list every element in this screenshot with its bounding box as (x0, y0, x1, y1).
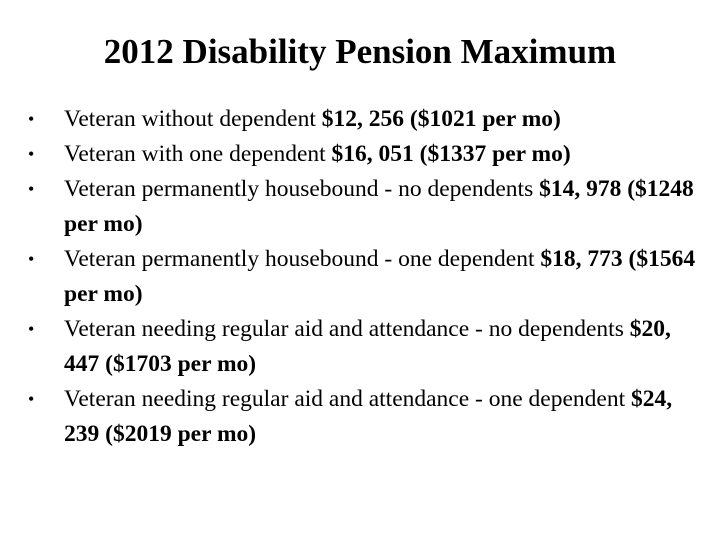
item-text: Veteran without dependent (64, 106, 322, 132)
bullet-icon: • (28, 319, 35, 339)
item-text: Veteran with one dependent (64, 141, 332, 167)
item-amount: $16, 051 ($1337 per mo) (331, 141, 571, 167)
item-text: Veteran needing regular aid and attendance - one dependent (64, 386, 631, 412)
list-item (28, 382, 698, 452)
item-text: Veteran permanently housebound - no dependents (64, 176, 540, 202)
item-text: Veteran needing regular aid and attendance - no dependents (64, 316, 630, 342)
item-amount: $24, 239 ($2019 per mo) (64, 386, 673, 447)
bullet-icon: • (28, 389, 35, 409)
bullet-icon: • (28, 249, 35, 269)
slide-title: 2012 Disability Pension Maximum (103, 32, 617, 71)
bullet-list (28, 102, 698, 452)
item-amount: $20, 447 ($1703 per mo) (64, 316, 671, 377)
list-item (28, 137, 698, 172)
list-item (28, 312, 698, 382)
bullet-icon: • (28, 179, 35, 199)
bullet-icon: • (28, 109, 35, 129)
bullet-icon: • (28, 144, 35, 164)
item-amount: $18, 773 ($1564 per mo) (64, 246, 696, 307)
list-item (28, 102, 698, 137)
item-amount: $14, 978 ($1248 per mo) (64, 176, 694, 237)
item-amount: $12, 256 ($1021 per mo) (321, 106, 561, 132)
list-item (28, 242, 698, 312)
list-item (28, 172, 698, 242)
item-text: Veteran permanently housebound - one dependent (64, 246, 541, 272)
